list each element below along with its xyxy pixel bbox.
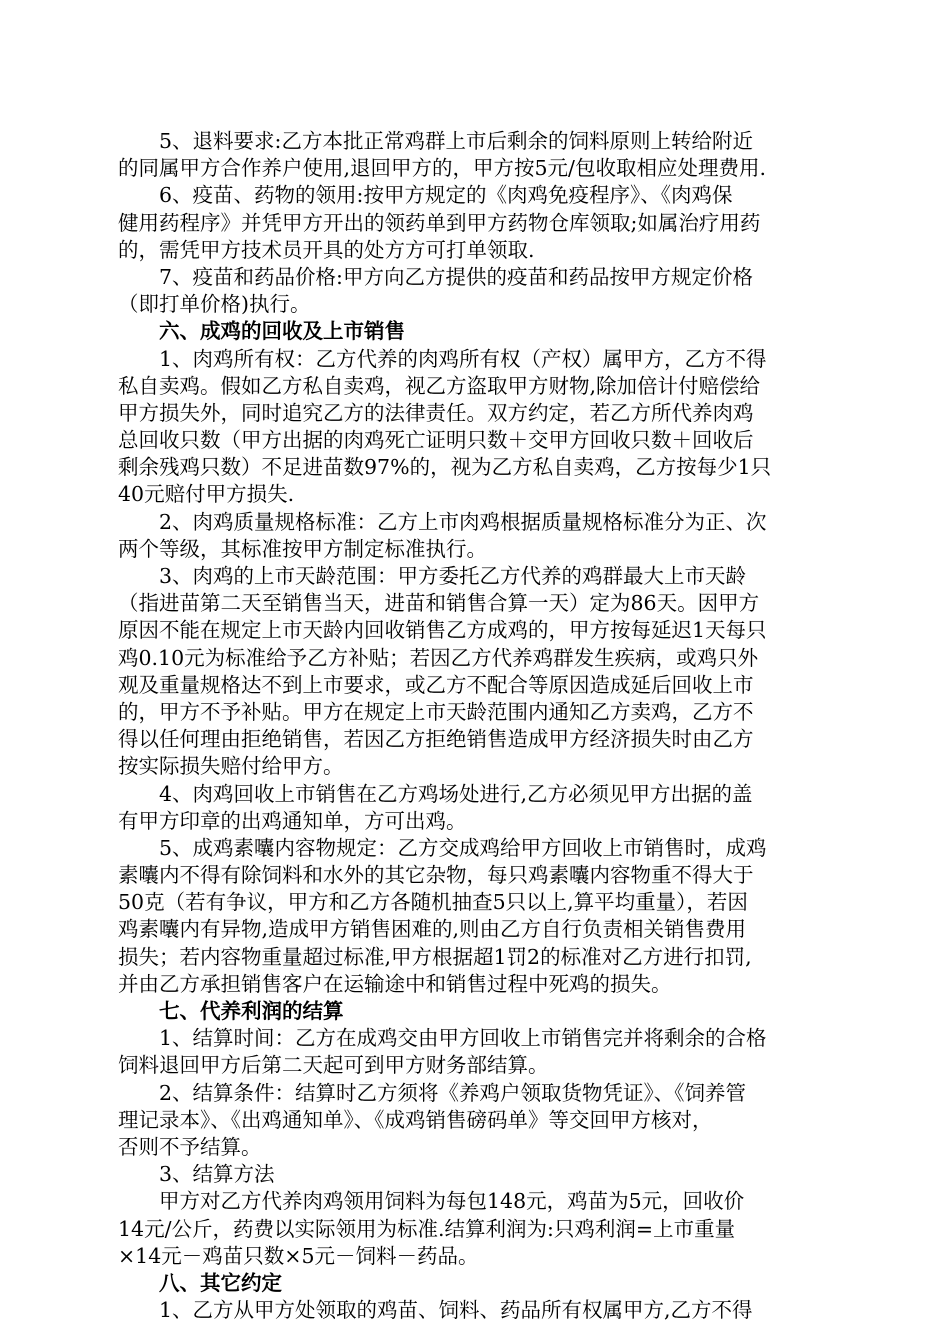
- text-line: 健用药程序》并凭甲方开出的领药单到甲方药物仓库领取;如属治疗用药: [118, 210, 761, 235]
- text-line: 甲方损失外，同时追究乙方的法律责任。双方约定，若乙方所代养肉鸡: [118, 400, 754, 425]
- paragraph: [118, 1188, 832, 1270]
- paragraph: [118, 781, 832, 835]
- text-line: 7、疫苗和药品价格:甲方向乙方提供的疫苗和药品按甲方规定价格: [159, 264, 753, 289]
- text-line: 4、肉鸡回收上市销售在乙方鸡场处进行,乙方必须见甲方出据的盖: [159, 781, 753, 806]
- text-line: 私自卖鸡。假如乙方私自卖鸡，视乙方盗取甲方财物,除加倍计付赔偿给: [118, 373, 761, 398]
- text-line: 剩余残鸡只数）不足进苗数97%的，视为乙方私自卖鸡，乙方按每少1只: [118, 455, 772, 480]
- text-line: 有甲方印章的出鸡通知单，方可出鸡。: [118, 808, 467, 833]
- section-heading: 七、代养利润的结算: [159, 999, 344, 1023]
- text-line: 的同属甲方合作养户使用,退回甲方的，甲方按5元/包收取相应处理费用.: [118, 156, 766, 181]
- text-line: 原因不能在规定上市天龄内回收销售乙方成鸡的，甲方按每延迟1天每只: [118, 618, 767, 643]
- text-line: 5、退料要求:乙方本批正常鸡群上市后剩余的饲料原则上转给附近: [159, 129, 753, 153]
- text-line: （指进苗第二天至销售当天，进苗和销售合算一天）定为86天。因甲方: [118, 591, 760, 616]
- text-line: 6、疫苗、药物的领用:按甲方规定的《肉鸡免疫程序》、《肉鸡保: [159, 183, 733, 208]
- paragraph: [118, 264, 832, 318]
- text-line: 饲料退回甲方后第二天起可到甲方财务部结算。: [118, 1053, 549, 1078]
- text-line: 5、成鸡素囔内容物规定：乙方交成鸡给甲方回收上市销售时，成鸡: [159, 835, 767, 860]
- paragraph: [118, 1025, 832, 1079]
- text-line: 2、结算条件：结算时乙方须将《养鸡户领取货物凭证》、《饲养管: [159, 1080, 747, 1105]
- text-line: （即打单价格)执行。: [118, 292, 311, 317]
- text-line: 50克（若有争议，甲方和乙方各随机抽查5只以上,算平均重量），若因: [118, 890, 748, 915]
- text-line: 甲方对乙方代养肉鸡领用饲料为每包148元，鸡苗为5元，回收价: [159, 1189, 745, 1214]
- text-line: 得以任何理由拒绝销售，若因乙方拒绝销售造成甲方经济损失时由乙方: [118, 727, 754, 752]
- text-line: 素囔内不得有除饲料和水外的其它杂物，每只鸡素囔内容物重不得大于: [118, 863, 754, 888]
- text-line: 鸡素囔内有异物,造成甲方销售困难的,则由乙方自行负责相关销售费用: [118, 917, 747, 942]
- section-heading: 八、其它约定: [159, 1270, 282, 1295]
- paragraph: [118, 509, 832, 563]
- document-page: [118, 128, 832, 1324]
- text-line: 理记录本》、《出鸡通知单》、《成鸡销售磅码单》等交回甲方核对，: [118, 1107, 713, 1132]
- text-line: 的，需凭甲方技术员开具的处方方可打单领取.: [118, 237, 535, 262]
- text-line: 损失；若内容物重量超过标准,甲方根据超1罚2的标准对乙方进行扣罚,: [118, 944, 752, 969]
- text-line: 2、肉鸡质量规格标准：乙方上市肉鸡根据质量规格标准分为正、次: [159, 509, 767, 534]
- paragraph: [118, 835, 832, 998]
- text-line: 两个等级，其标准按甲方制定标准执行。: [118, 536, 487, 561]
- text-line: 观及重量规格达不到上市要求，或乙方不配合等原因造成延后回收上市: [118, 672, 754, 697]
- text-line: 总回收只数（甲方出据的肉鸡死亡证明只数＋交甲方回收只数＋回收后: [118, 428, 754, 453]
- paragraph: [118, 563, 832, 781]
- text-line: 1、肉鸡所有权：乙方代养的肉鸡所有权（产权）属甲方，乙方不得: [159, 346, 767, 371]
- text-line: 1、乙方从甲方处领取的鸡苗、饲料、药品所有权属甲方,乙方不得: [159, 1298, 753, 1323]
- text-line: 的，甲方不予补贴。甲方在规定上市天龄范围内通知乙方卖鸡，乙方不: [118, 699, 754, 724]
- paragraph: [118, 1161, 832, 1188]
- text-line: 按实际损失赔付给甲方。: [118, 754, 344, 779]
- text-line: 1、结算时间：乙方在成鸡交由甲方回收上市销售完并将剩余的合格: [159, 1026, 767, 1051]
- section-heading: 六、成鸡的回收及上市销售: [159, 319, 405, 344]
- text-line: 并由乙方承担销售客户在运输途中和销售过程中死鸡的损失。: [118, 971, 672, 996]
- paragraph: [118, 182, 832, 264]
- text-line: 否则不予结算。: [118, 1134, 262, 1159]
- paragraph: [118, 1080, 832, 1162]
- paragraph: [118, 128, 832, 182]
- text-line: 3、肉鸡的上市天龄范围：甲方委托乙方代养的鸡群最大上市天龄: [159, 564, 747, 588]
- paragraph: [118, 1297, 832, 1324]
- paragraph: [118, 346, 832, 509]
- text-line: 3、结算方法: [159, 1162, 275, 1187]
- text-line: 鸡0.10元为标准给予乙方补贴；若因乙方代养鸡群发生疾病，或鸡只外: [118, 645, 759, 670]
- text-line: 40元赔付甲方损失.: [118, 482, 295, 507]
- text-line: 14元/公斤，药费以实际领用为标准.结算利润为:只鸡利润=上市重量: [118, 1216, 736, 1241]
- text-line: ×14元－鸡苗只数×5元－饲料－药品。: [118, 1243, 479, 1268]
